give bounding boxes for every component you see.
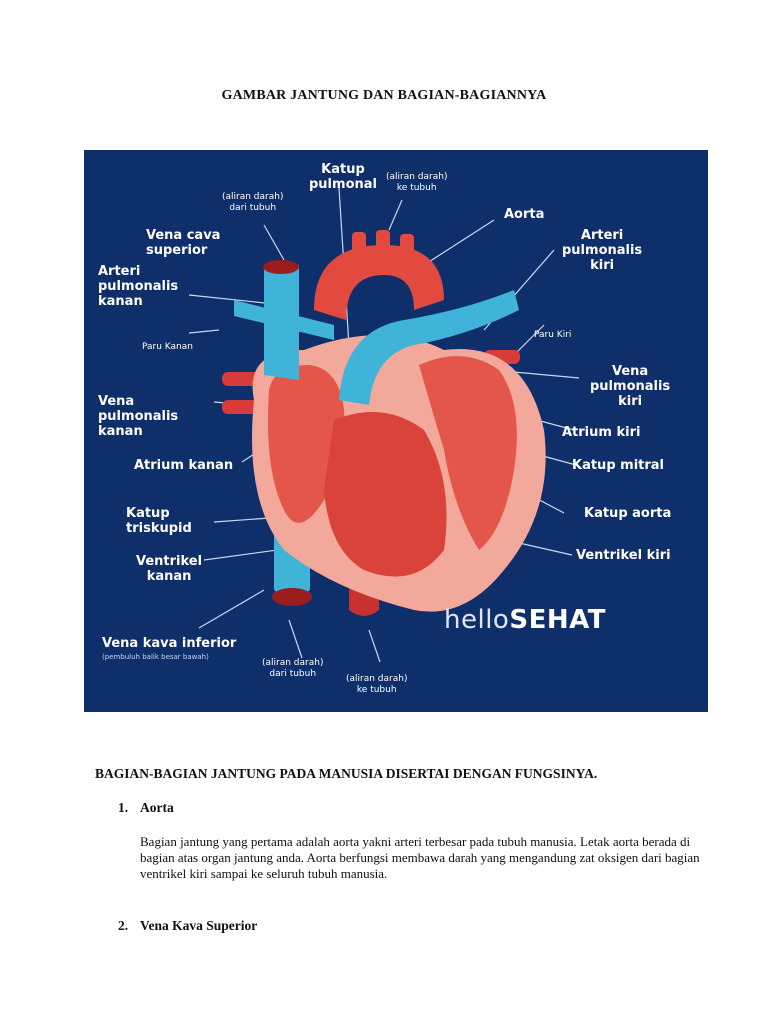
label-vena-pulmonalis-kanan: Vena pulmonalis kanan: [98, 394, 179, 439]
section-heading: BAGIAN-BAGIAN JANTUNG PADA MANUSIA DISERTAI DENGAN FUNGSINYA.: [95, 766, 598, 781]
superior-vena-cava-opening: [263, 260, 299, 274]
item-paragraph-aorta: Bagian jantung yang pertama adalah aorta yakni arteri terbesar pada tubuh manusia. Letak aorta berada di bagian atas organ jantung anda. Aorta berfungsi membawa darah yang mengandung zat oksigen dari bagian ventrikel kiri sampai ke seluruh tubuh manusia.: [140, 834, 700, 881]
label-arteri-pulmonalis-kanan: Arteri pulmonalis kanan: [98, 264, 179, 309]
item-title-text: Aorta: [140, 800, 174, 815]
label-paru-kiri: Paru Kiri: [534, 330, 572, 340]
inferior-vena-cava-opening: [272, 588, 312, 606]
heart-diagram: [84, 150, 708, 712]
label-katup-triskupid: Katup triskupid: [126, 506, 192, 536]
item-number: 2.: [118, 918, 129, 933]
label-aliran-ke-tubuh-top: (aliran darah) ke tubuh: [386, 172, 448, 193]
item-number: 1.: [118, 800, 129, 815]
label-vena-kava-inferior: Vena kava inferior: [102, 636, 237, 651]
aortic-arch: [314, 245, 444, 320]
label-atrium-kiri: Atrium kiri: [562, 425, 641, 440]
label-arteri-pulmonalis-kiri: Arteri pulmonalis kiri: [562, 228, 643, 273]
item-title-aorta: [118, 800, 174, 816]
label-katup-mitral: Katup mitral: [572, 458, 665, 473]
label-vena-kava-inferior-sub: (pembuluh balik besar bawah): [102, 653, 209, 661]
label-vena-cava-superior: Vena cava superior: [146, 228, 221, 258]
item-title-text: Vena Kava Superior: [140, 918, 258, 933]
label-katup-pulmonal: Katup pulmonal: [309, 162, 377, 192]
label-aliran-dari-tubuh-top: (aliran darah) dari tubuh: [222, 192, 284, 213]
label-ventrikel-kanan: Ventrikel kanan: [136, 554, 203, 584]
label-aliran-ke-tubuh-bottom: (aliran darah) ke tubuh: [346, 674, 408, 695]
label-vena-pulmonalis-kiri: Vena pulmonalis kiri: [590, 364, 671, 409]
item-title-vena-kava-superior: [118, 918, 257, 934]
label-aliran-dari-tubuh-bottom: (aliran darah) dari tubuh: [262, 658, 324, 679]
document-title: GAMBAR JANTUNG DAN BAGIAN-BAGIANNYA: [221, 88, 547, 103]
label-katup-aorta: Katup aorta: [584, 506, 672, 521]
hellosehat-logo: helloSEHAT: [444, 605, 606, 635]
label-aorta: Aorta: [504, 207, 545, 222]
label-paru-kanan: Paru Kanan: [142, 342, 193, 352]
label-atrium-kanan: Atrium kanan: [134, 458, 234, 473]
label-ventrikel-kiri: Ventrikel kiri: [576, 548, 671, 563]
